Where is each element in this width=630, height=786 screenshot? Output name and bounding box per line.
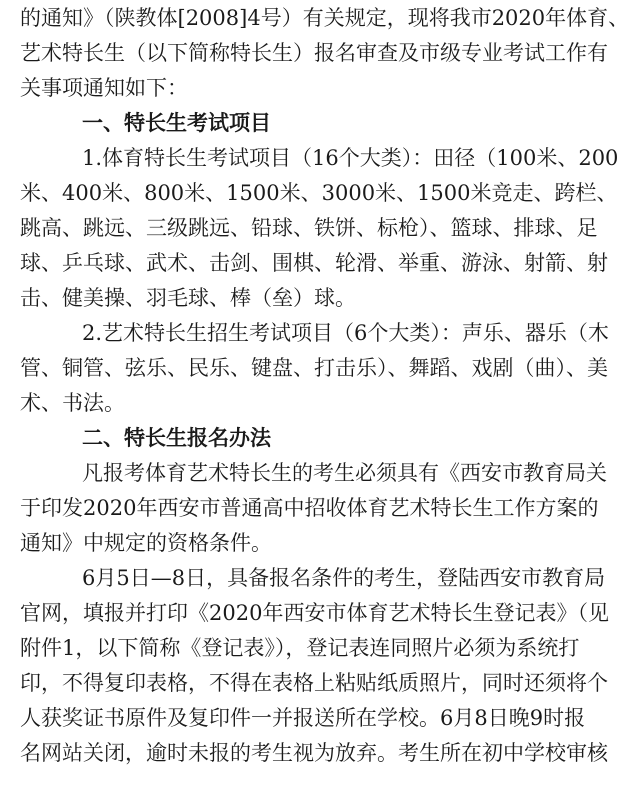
body-line-1: 的通知》（陕教体[2008]4号）有关规定，现将我市2020年体育、 [20, 6, 630, 30]
body-line-22: 名网站关闭，逾时未报的考生视为放弃。考生所在初中学校审核 [20, 741, 608, 765]
body-line-10: 2.艺术特长生招生考试项目（6个大类）：声乐、器乐（木 [82, 321, 609, 345]
body-line-14: 凡报考体育艺术特长生的考生必须具有《西安市教育局关 [82, 461, 607, 485]
body-line-9: 击、健美操、羽毛球、棒（垒）球。 [20, 286, 356, 310]
body-line-3: 关事项通知如下： [20, 76, 188, 100]
body-line-5: 1.体育特长生考试项目（16个大类）：田径（100米、200 [82, 146, 619, 170]
body-line-17: 6月5日—8日，具备报名条件的考生，登陆西安市教育局 [82, 566, 606, 590]
body-line-6: 米、400米、800米、1500米、3000米、1500米竞走、跨栏、 [20, 181, 618, 205]
body-line-20: 印，不得复印表格，不得在表格上粘贴纸质照片，同时还须将个 [20, 671, 608, 695]
body-line-18: 官网，填报并打印《2020年西安市体育艺术特长生登记表》（见 [20, 601, 609, 625]
body-line-7: 跳高、跳远、三级跳远、铅球、铁饼、标枪）、篮球、排球、足 [20, 216, 598, 240]
body-line-11: 管、铜管、弦乐、民乐、键盘、打击乐）、舞蹈、戏剧（曲）、美 [20, 356, 608, 380]
body-line-8: 球、乒乓球、武术、击剑、围棋、轮滑、举重、游泳、射箭、射 [20, 251, 608, 275]
body-line-19: 附件1，以下简称《登记表》），登记表连同照片必须为系统打 [20, 636, 580, 660]
section-heading-1: 一、特长生考试项目 [82, 111, 271, 135]
body-line-2: 艺术特长生（以下简称特长生）报名审查及市级专业考试工作有 [20, 41, 608, 65]
body-line-15: 于印发2020年西安市普通高中招收体育艺术特长生工作方案的 [20, 496, 599, 520]
body-line-12: 术、书法。 [20, 391, 125, 415]
section-heading-2: 二、特长生报名办法 [82, 426, 271, 450]
body-line-16: 通知》中规定的资格条件。 [20, 531, 272, 555]
body-line-21: 人获奖证书原件及复印件一并报送所在学校。6月8日晚9时报 [20, 706, 586, 730]
